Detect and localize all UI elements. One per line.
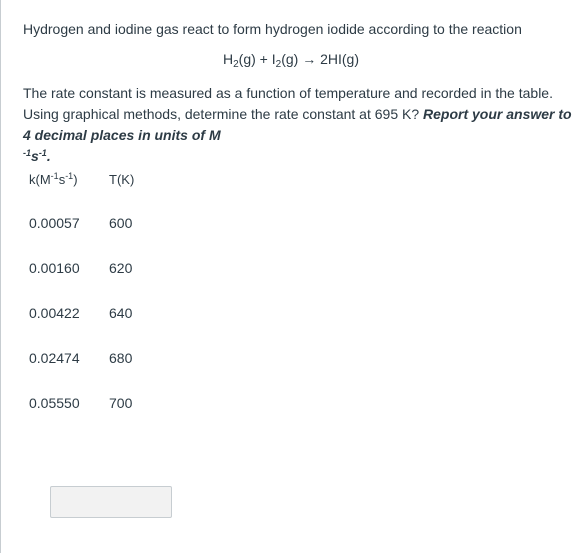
prompt-line-3 [23, 146, 575, 167]
prompt-question: Using graphical methods, determine the rate constant at 695 K? [23, 106, 420, 122]
table-row [29, 348, 229, 368]
cell-temperature: 620 [109, 260, 133, 276]
question-prompt [23, 83, 575, 167]
cell-temperature: 640 [109, 305, 133, 321]
prompt-line-2 [23, 104, 575, 146]
prompt-instruction: Report your answer to 4 decimal places in units of M [23, 106, 572, 143]
reaction-equation [1, 49, 580, 69]
header-temperature: T(K) [109, 172, 135, 187]
prompt-unit-s: s [31, 148, 39, 164]
prompt-unit-sup-1: -1 [23, 148, 32, 158]
table-row [29, 258, 229, 278]
cell-rate-constant: 0.05550 [29, 395, 80, 411]
prompt-period: . [46, 148, 51, 164]
cell-temperature: 680 [109, 350, 133, 366]
cell-rate-constant: 0.02474 [29, 350, 80, 366]
equation-h2-base: H [222, 51, 234, 67]
equation-h2-state: (g) + I [238, 51, 276, 67]
header-rate-constant: $k(M^{-1}s^{-1})$ [29, 171, 78, 187]
question-intro: Hydrogen and iodine gas react to form hydrogen iodide according to the reaction [23, 21, 522, 37]
table-row [29, 213, 229, 233]
cell-rate-constant: 0.00160 [29, 260, 80, 276]
table-row [29, 303, 229, 323]
cell-rate-constant: 0.00422 [29, 305, 80, 321]
equation-h2-subscript: 2 [233, 59, 239, 70]
table-header [29, 168, 229, 192]
cell-temperature: 600 [109, 215, 133, 231]
cell-temperature: 700 [109, 395, 133, 411]
prompt-unit-sup-2: -1 [38, 148, 47, 158]
answer-input[interactable] [50, 486, 172, 518]
prompt-line-1: The rate constant is measured as a function of temperature and recorded in the table. [23, 85, 553, 101]
equation-i2-state: (g) → 2HI(g) [281, 51, 359, 67]
table-row [29, 393, 229, 413]
cell-rate-constant: 0.00057 [29, 215, 80, 231]
equation-i2-subscript: 2 [275, 59, 282, 70]
